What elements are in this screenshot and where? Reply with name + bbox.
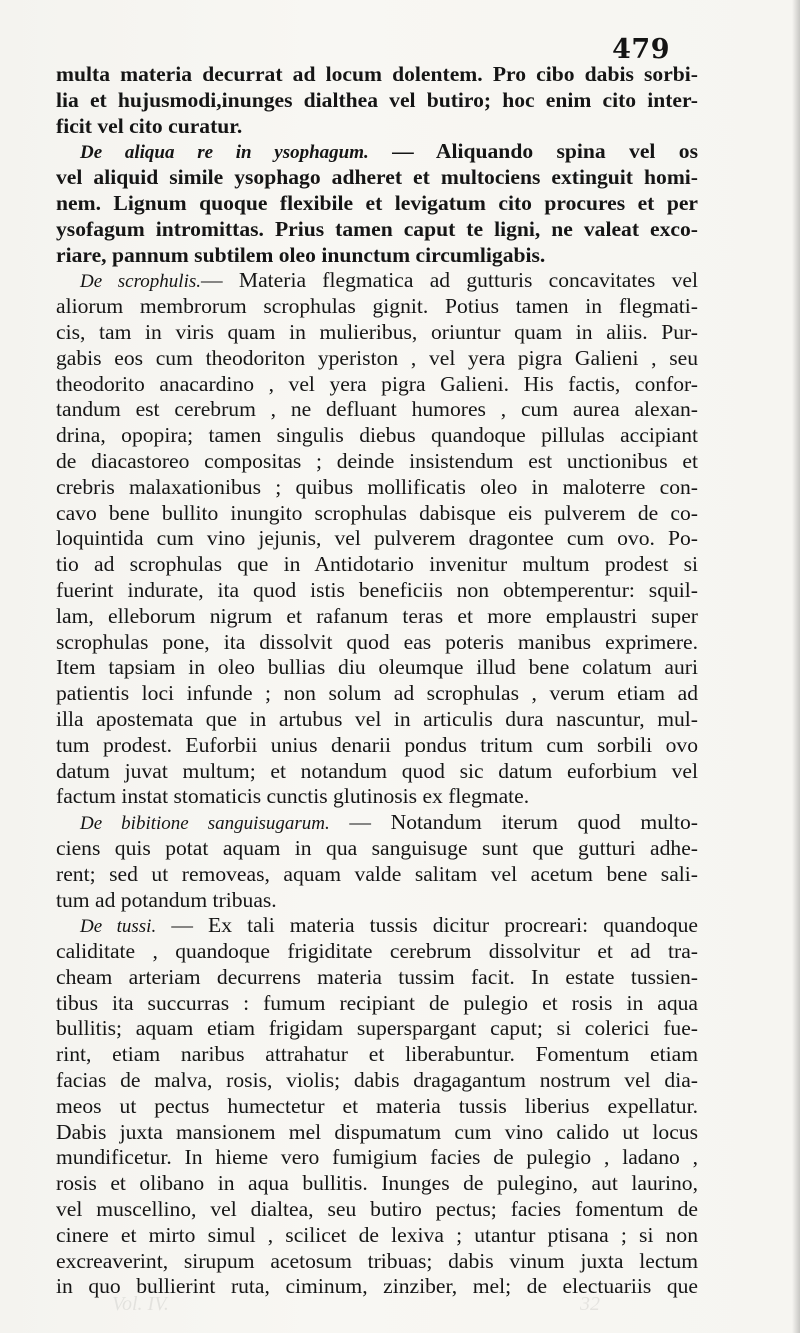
text-line: cheam arteriam decurrens materia tussim facit. In estate tussien-: [56, 964, 698, 989]
body-text: [56, 62, 698, 1300]
text-line: factum instat stomaticis cunctis glutinosis ex flegmate.: [56, 784, 530, 809]
text-line: cinere et mirto simul , scilicet de lexiva ; utantur ptisana ; si non: [56, 1222, 698, 1247]
text-line: ciens quis potat aquam in qua sanguisuge sunt que gutturi adhe-: [56, 835, 698, 860]
text-line: facias de malva, rosis, violis; dabis dragagantum nostrum vel dia-: [56, 1068, 698, 1093]
text-line: vel muscellino, vel dialtea, seu butiro pectus; facies fomentum de: [56, 1197, 698, 1222]
text-line: excreaverint, sirupum acetosum tribuas; dabis vinum juxta lectum: [56, 1248, 698, 1273]
text-line: rosis et olibano in aqua bullitis. Inunges de pulegino, aut laurino,: [56, 1171, 698, 1196]
text-line: theodorito anacardino , vel yera pigra Galieni. His factis, confor-: [56, 371, 698, 396]
text-line: De bibitione sanguisugarum. — Notandum iterum quod multo-: [80, 810, 698, 835]
text-line: meos ut pectus humectetur et materia tussis liberius expellatur.: [56, 1093, 698, 1118]
text-line: gabis eos cum theodoriton yperiston , vel yera pigra Galieni , seu: [56, 345, 698, 370]
text-line: De tussi. — Ex tali materia tussis dicitur procreari: quandoque: [80, 913, 699, 938]
text-line: cis, tam in viris quam in mulieribus, oriuntur quam in aliis. Pur-: [56, 319, 698, 344]
text-line: multa materia decurrat ad locum dolentem. Pro cibo dabis sorbi-: [56, 62, 698, 86]
text-line: ysofagum intromittas. Prius tamen caput te ligni, ne valeat exco-: [56, 216, 698, 241]
section-heading: De tussi.: [80, 916, 157, 938]
text-line: vel aliquid simile ysophago adheret et multociens extinguit homi-: [56, 165, 698, 190]
text-line: de diacastoreo compositas ; deinde insistendum est unctionibus et: [56, 448, 698, 473]
text-line: Dabis juxta mansionem mel dispumatum cum vino calido ut locus: [56, 1119, 698, 1144]
footer-signature: 32: [580, 1293, 600, 1315]
text-line: tibus ita succurras : fumum recipiant de pulegio et rosis in aqua: [56, 990, 698, 1015]
text-line: mundificetur. In hieme vero fumigium facies de pulegio , ladano ,: [56, 1145, 698, 1170]
text-line: cavo bene bullito inungito scrophulas dabisque eis pulverem de co-: [56, 500, 698, 525]
text-line: rent; sed ut removeas, aquam valde salitam vel acetum bene sali-: [56, 861, 698, 886]
section-heading: De bibitione sanguisugarum.: [80, 813, 330, 835]
section-heading: De scrophulis.: [80, 271, 202, 293]
text-line: caliditate , quandoque frigiditate cerebrum dissolvitur et ad tra-: [56, 939, 698, 964]
text-line: lam, elleborum nigrum et rafanum teras et more emplaustri super: [56, 603, 698, 628]
page-number: 479: [612, 34, 670, 65]
text-line: tum prodest. Euforbii unius denarii pondus tritum cum sorbili ovo: [56, 732, 698, 757]
text-line: tio ad scrophulas que in Antidotario invenitur multum prodest si: [56, 552, 698, 577]
text-line: illa apostemata que in artubus vel in articulis dura nascuntur, mul-: [56, 706, 698, 731]
text-line: drina, opopira; tamen singulis diebus quandoque pillulas accipiant: [56, 423, 698, 448]
text-line: rint, etiam naribus attrahatur et liberabuntur. Fomentum etiam: [56, 1042, 698, 1067]
scan-edge-shadow: [792, 0, 800, 1333]
text-line: scrophulas pone, ita dissolvit quod eas poteris manibus exprimere.: [56, 629, 698, 654]
text-line: De aliqua re in ysophagum. — Aliquando spina vel os: [80, 139, 698, 164]
text-line: bullitis; aquam etiam frigidam superspargant caput; si colerici fue-: [56, 1016, 698, 1041]
text-line: Item tapsiam in oleo bullias diu oleumque illud bene colatum auri: [56, 655, 698, 680]
text-line: aliorum membrorum scrophulas gignit. Potius tamen in flegmati-: [56, 294, 698, 319]
page-footer: [112, 1293, 600, 1323]
text-line: patientis loci infunde ; non solum ad scrophulas , verum etiam ad: [56, 681, 698, 706]
text-line: fuerint indurate, ita quod istis beneficiis non obtemperentur: squil-: [56, 577, 698, 602]
text-line: tum ad potandum tribuas.: [56, 887, 277, 912]
text-line: in quo bullierint ruta, ciminum, zinziber, mel; de electuariis que: [56, 1274, 698, 1299]
text-line: crebris malaxationibus ; quibus mollificatis oleo in maloterre con-: [56, 474, 698, 499]
text-line: riare, pannum subtilem oleo inunctum circumligabis.: [56, 242, 546, 267]
text-line: tandum est cerebrum , ne defluant humores , cum aurea alexan-: [56, 397, 698, 422]
text-line: loquintida cum vino jejunis, vel pulverem dragontee cum ovo. Po-: [56, 526, 698, 551]
text-line: datum juvat multum; et notandum quod sic datum euforbium vel: [56, 758, 698, 783]
footer-volume: Vol. IV.: [112, 1293, 169, 1315]
text-line: lia et hujusmodi,inunges dialthea vel butiro; hoc enim cito inter-: [56, 87, 698, 112]
text-line: ficit vel cito curatur.: [56, 113, 243, 138]
section-heading: De aliqua re in ysophagum.: [80, 142, 369, 164]
text-line: nem. Lignum quoque flexibile et levigatum cito procures et per: [56, 190, 698, 215]
text-line: De scrophulis.— Materia flegmatica ad gutturis concavitates vel: [80, 268, 698, 293]
